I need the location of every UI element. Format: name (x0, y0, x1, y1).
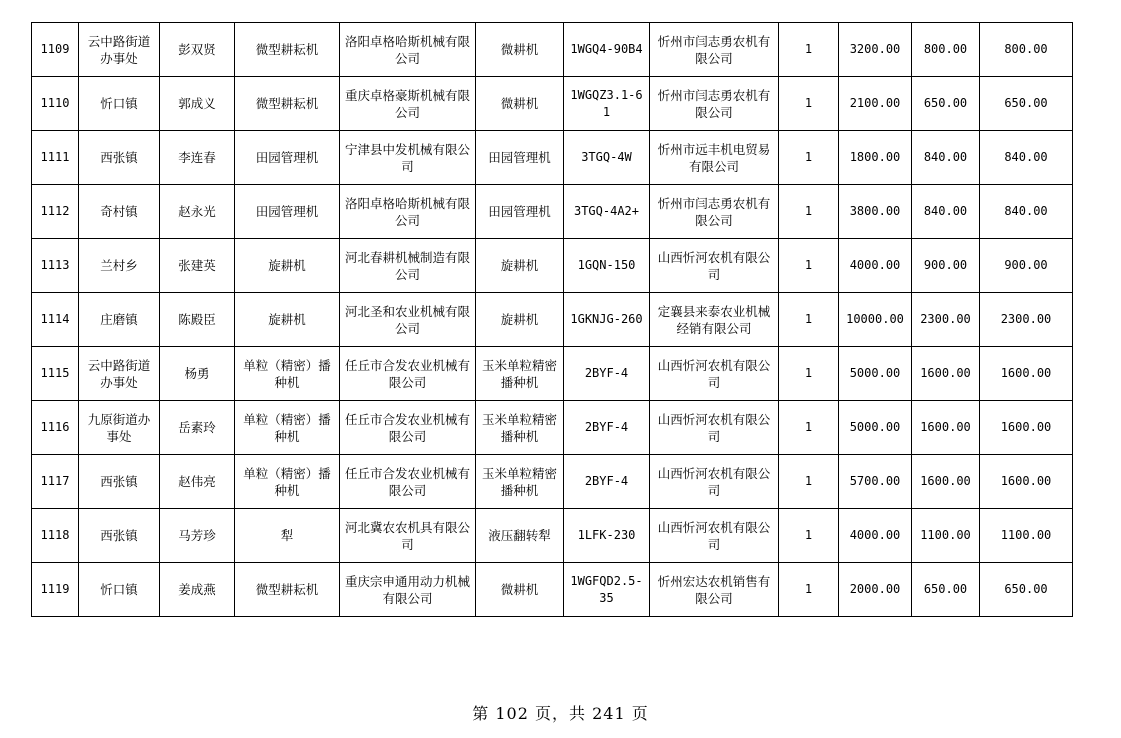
cell-model: 1GQN-150 (564, 239, 650, 293)
cell-manufacturer: 河北冀农农机具有限公司 (340, 509, 476, 563)
cell-manufacturer: 重庆卓格豪斯机械有限公司 (340, 77, 476, 131)
cell-sale-price: 2100.00 (839, 77, 912, 131)
cell-subsidy-amount: 650.00 (912, 77, 980, 131)
cell-machine-category: 微型耕耘机 (235, 563, 340, 617)
cell-subsidy-total: 840.00 (980, 131, 1073, 185)
cell-row-number: 1114 (32, 293, 79, 347)
table-row (32, 131, 1073, 185)
cell-machine-category: 单粒（精密）播种机 (235, 455, 340, 509)
cell-machine-category: 田园管理机 (235, 185, 340, 239)
cell-quantity: 1 (779, 455, 839, 509)
cell-dealer: 忻州市闫志勇农机有限公司 (650, 185, 779, 239)
cell-town: 奇村镇 (79, 185, 160, 239)
cell-applicant: 姜成燕 (160, 563, 235, 617)
table-row (32, 239, 1073, 293)
cell-subsidy-amount: 1600.00 (912, 401, 980, 455)
cell-product-name: 玉米单粒精密播种机 (476, 347, 564, 401)
cell-manufacturer: 洛阳卓格哈斯机械有限公司 (340, 23, 476, 77)
cell-machine-category: 田园管理机 (235, 131, 340, 185)
cell-applicant: 张建英 (160, 239, 235, 293)
cell-subsidy-total: 800.00 (980, 23, 1073, 77)
cell-dealer: 山西忻河农机有限公司 (650, 239, 779, 293)
cell-row-number: 1111 (32, 131, 79, 185)
cell-quantity: 1 (779, 77, 839, 131)
table-row (32, 455, 1073, 509)
cell-sale-price: 4000.00 (839, 509, 912, 563)
cell-machine-category: 旋耕机 (235, 293, 340, 347)
table-row (32, 293, 1073, 347)
cell-product-name: 微耕机 (476, 77, 564, 131)
cell-applicant: 岳素玲 (160, 401, 235, 455)
cell-product-name: 旋耕机 (476, 239, 564, 293)
cell-quantity: 1 (779, 185, 839, 239)
cell-row-number: 1116 (32, 401, 79, 455)
cell-subsidy-total: 1600.00 (980, 347, 1073, 401)
cell-subsidy-amount: 1600.00 (912, 455, 980, 509)
cell-dealer: 忻州市闫志勇农机有限公司 (650, 77, 779, 131)
cell-sale-price: 10000.00 (839, 293, 912, 347)
cell-applicant: 马芳珍 (160, 509, 235, 563)
cell-town: 西张镇 (79, 509, 160, 563)
cell-dealer: 忻州宏达农机销售有限公司 (650, 563, 779, 617)
cell-manufacturer: 重庆宗申通用动力机械有限公司 (340, 563, 476, 617)
cell-subsidy-amount: 840.00 (912, 131, 980, 185)
cell-town: 西张镇 (79, 131, 160, 185)
cell-row-number: 1110 (32, 77, 79, 131)
cell-manufacturer: 河北圣和农业机械有限公司 (340, 293, 476, 347)
cell-dealer: 山西忻河农机有限公司 (650, 509, 779, 563)
cell-row-number: 1119 (32, 563, 79, 617)
cell-town: 云中路街道办事处 (79, 23, 160, 77)
cell-subsidy-amount: 2300.00 (912, 293, 980, 347)
cell-row-number: 1109 (32, 23, 79, 77)
cell-manufacturer: 任丘市合发农业机械有限公司 (340, 347, 476, 401)
cell-applicant: 陈殿臣 (160, 293, 235, 347)
cell-sale-price: 3200.00 (839, 23, 912, 77)
cell-dealer: 山西忻河农机有限公司 (650, 347, 779, 401)
cell-model: 1WGFQD2.5-35 (564, 563, 650, 617)
cell-machine-category: 微型耕耘机 (235, 23, 340, 77)
cell-product-name: 液压翻转犁 (476, 509, 564, 563)
cell-model: 1LFK-230 (564, 509, 650, 563)
cell-subsidy-total: 2300.00 (980, 293, 1073, 347)
cell-quantity: 1 (779, 347, 839, 401)
cell-applicant: 郭成义 (160, 77, 235, 131)
cell-dealer: 定襄县来泰农业机械经销有限公司 (650, 293, 779, 347)
cell-subsidy-total: 650.00 (980, 77, 1073, 131)
cell-model: 2BYF-4 (564, 347, 650, 401)
cell-quantity: 1 (779, 131, 839, 185)
cell-product-name: 玉米单粒精密播种机 (476, 455, 564, 509)
cell-town: 九原街道办事处 (79, 401, 160, 455)
cell-model: 3TGQ-4A2+ (564, 185, 650, 239)
cell-subsidy-total: 840.00 (980, 185, 1073, 239)
cell-manufacturer: 河北春耕机械制造有限公司 (340, 239, 476, 293)
cell-dealer: 忻州市闫志勇农机有限公司 (650, 23, 779, 77)
cell-town: 忻口镇 (79, 77, 160, 131)
cell-machine-category: 单粒（精密）播种机 (235, 401, 340, 455)
cell-model: 1WGQZ3.1-61 (564, 77, 650, 131)
cell-row-number: 1118 (32, 509, 79, 563)
subsidy-table (31, 22, 1073, 617)
cell-applicant: 彭双贤 (160, 23, 235, 77)
cell-row-number: 1117 (32, 455, 79, 509)
cell-subsidy-total: 1600.00 (980, 401, 1073, 455)
cell-machine-category: 旋耕机 (235, 239, 340, 293)
cell-subsidy-amount: 900.00 (912, 239, 980, 293)
cell-model: 2BYF-4 (564, 455, 650, 509)
cell-applicant: 赵永光 (160, 185, 235, 239)
cell-town: 庄磨镇 (79, 293, 160, 347)
cell-product-name: 旋耕机 (476, 293, 564, 347)
cell-model: 3TGQ-4W (564, 131, 650, 185)
cell-row-number: 1113 (32, 239, 79, 293)
cell-town: 西张镇 (79, 455, 160, 509)
cell-sale-price: 5000.00 (839, 347, 912, 401)
table-row (32, 347, 1073, 401)
table-body (32, 23, 1073, 617)
cell-manufacturer: 任丘市合发农业机械有限公司 (340, 455, 476, 509)
cell-sale-price: 1800.00 (839, 131, 912, 185)
table-row (32, 509, 1073, 563)
cell-row-number: 1112 (32, 185, 79, 239)
cell-applicant: 赵伟亮 (160, 455, 235, 509)
cell-sale-price: 4000.00 (839, 239, 912, 293)
cell-subsidy-amount: 800.00 (912, 23, 980, 77)
cell-subsidy-amount: 1100.00 (912, 509, 980, 563)
cell-dealer: 山西忻河农机有限公司 (650, 455, 779, 509)
cell-subsidy-amount: 1600.00 (912, 347, 980, 401)
cell-applicant: 李连春 (160, 131, 235, 185)
table-row (32, 563, 1073, 617)
cell-sale-price: 3800.00 (839, 185, 912, 239)
table-row (32, 185, 1073, 239)
cell-sale-price: 5000.00 (839, 401, 912, 455)
cell-quantity: 1 (779, 293, 839, 347)
cell-product-name: 田园管理机 (476, 131, 564, 185)
cell-applicant: 杨勇 (160, 347, 235, 401)
cell-model: 1GKNJG-260 (564, 293, 650, 347)
cell-quantity: 1 (779, 509, 839, 563)
cell-machine-category: 犁 (235, 509, 340, 563)
cell-machine-category: 单粒（精密）播种机 (235, 347, 340, 401)
table-row (32, 401, 1073, 455)
cell-town: 兰村乡 (79, 239, 160, 293)
cell-manufacturer: 宁津县中发机械有限公司 (340, 131, 476, 185)
cell-product-name: 田园管理机 (476, 185, 564, 239)
cell-dealer: 忻州市远丰机电贸易有限公司 (650, 131, 779, 185)
cell-quantity: 1 (779, 23, 839, 77)
cell-sale-price: 5700.00 (839, 455, 912, 509)
cell-machine-category: 微型耕耘机 (235, 77, 340, 131)
cell-product-name: 微耕机 (476, 563, 564, 617)
cell-quantity: 1 (779, 401, 839, 455)
cell-product-name: 微耕机 (476, 23, 564, 77)
cell-subsidy-total: 650.00 (980, 563, 1073, 617)
cell-town: 忻口镇 (79, 563, 160, 617)
page-footer: 第 102 页，共 241 页 (472, 704, 649, 723)
table-row (32, 23, 1073, 77)
cell-dealer: 山西忻河农机有限公司 (650, 401, 779, 455)
cell-model: 2BYF-4 (564, 401, 650, 455)
cell-sale-price: 2000.00 (839, 563, 912, 617)
cell-subsidy-amount: 840.00 (912, 185, 980, 239)
cell-subsidy-total: 1100.00 (980, 509, 1073, 563)
cell-quantity: 1 (779, 239, 839, 293)
cell-manufacturer: 洛阳卓格哈斯机械有限公司 (340, 185, 476, 239)
cell-manufacturer: 任丘市合发农业机械有限公司 (340, 401, 476, 455)
cell-model: 1WGQ4-90B4 (564, 23, 650, 77)
table-row (32, 77, 1073, 131)
cell-subsidy-total: 900.00 (980, 239, 1073, 293)
cell-row-number: 1115 (32, 347, 79, 401)
cell-subsidy-total: 1600.00 (980, 455, 1073, 509)
cell-subsidy-amount: 650.00 (912, 563, 980, 617)
cell-product-name: 玉米单粒精密播种机 (476, 401, 564, 455)
cell-quantity: 1 (779, 563, 839, 617)
cell-town: 云中路街道办事处 (79, 347, 160, 401)
